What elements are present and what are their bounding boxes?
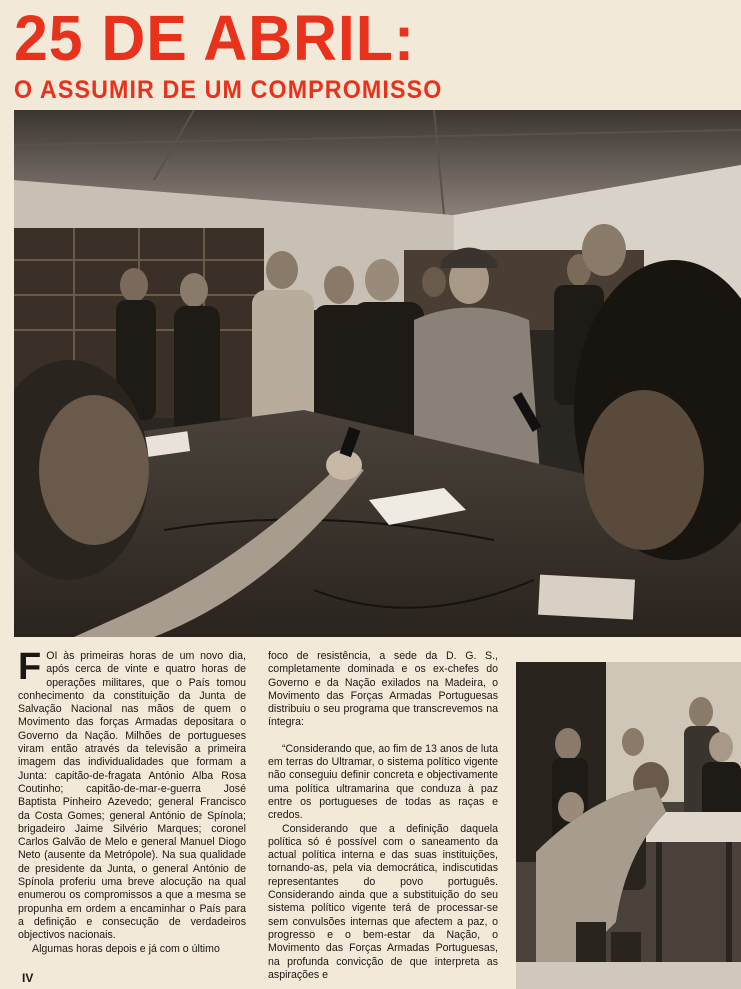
article-paragraph-3: foco de resistência, a sede da D. G. S., completamente dominada e os ex-chefes do Governo e da Nação exilados na Madeira, o Movimento das Forças Armadas Portuguesas distribuiu o seu programa que transcrevemos na íntegra: — [268, 650, 498, 729]
programme-quote-paragraph-1: “Considerando que, ao fim de 13 anos de luta em terras do Ultramar, o sistema político vigente não conseguiu definir concreta e objectivamente uma política ultramarina que conduza à paz entre os portugueses de todas as raças e credos. — [268, 742, 498, 822]
side-photo-illustration — [516, 662, 741, 989]
side-photo-broadcast — [516, 662, 741, 989]
article-column-1 — [18, 646, 246, 956]
page-number: IV — [22, 971, 34, 985]
main-photo-press-conference — [14, 110, 741, 637]
drop-cap: F — [18, 646, 42, 688]
headline: 25 DE ABRIL: — [14, 2, 416, 74]
article-paragraph-1 — [18, 646, 246, 943]
subheadline: O ASSUMIR DE UM COMPROMISSO — [14, 76, 443, 104]
article-paragraph-1-text: OI às primeiras horas de um novo dia, após cerca de vinte e quatro horas de operações militares, que o País tomou conhecimento da constituição da Junta de Salvação Nacional nas mãos de quem o Movimento das forças Armadas depositara o Governo da Nação. Milhões de portugueses viram então através da televisão a primeira imagem das individualidades que formam a Junta: capitão-de-fragata António Alba Rosa Coutinho; capitão-de-mar-e-guerra José Baptista Pinheiro Azevedo; general Francisco da Costa Gomes; general António de Spínola; brigadeiro Jaime Silvério Marques; coronel Carlos Galvão de Melo e general Manuel Diogo Neto (ausente da Metrópole). Na sua qualidade de presidente da Junta, o general António de Spínola proferiu uma breve alocução na qual enumerou os compromissos a que a mesma se propunha em ordem a encaminhar o País para a definição e consecução de verdadeiros objectivos nacionais. — [18, 650, 246, 942]
article-column-2 — [268, 650, 498, 982]
programme-quote-paragraph-2: Considerando que a definição daquela política só é possível com o saneamento da actual política interna e das suas instituições, tornando-as, pela via democrática, indiscutidas representantes do povo português. Considerando ainda que a substituição do seu sistema político vigente terá de processar-se sem convulsões internas que afectem a paz, o progresso e o bem-estar da Nação, o Movimento das Forças Armadas Portuguesas, na profunda convicção de que interpreta as aspirações e — [268, 822, 498, 981]
main-photo-illustration — [14, 110, 741, 637]
article-paragraph-2: Algumas horas depois e já com o último — [32, 942, 220, 955]
